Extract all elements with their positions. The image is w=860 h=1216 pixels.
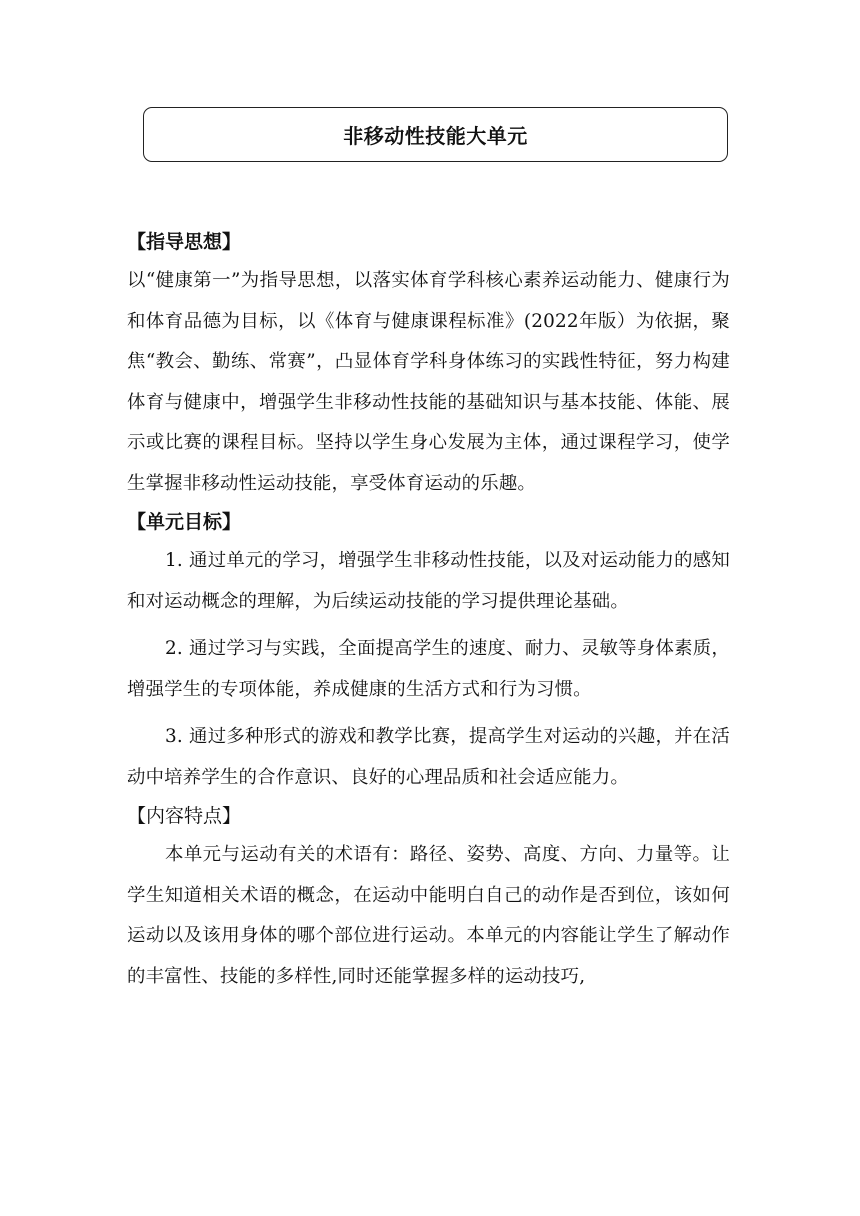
goal-item-1: 1. 通过单元的学习，增强学生非移动性技能，以及对运动能力的感知和对运动概念的理解，为后续运动技能的学习提供理论基础。 [127, 550, 730, 612]
goal-item-3: 3. 通过多种形式的游戏和教学比赛，提高学生对运动的兴趣，并在活动中培养学生的合作意识、良好的心理品质和社会适应能力。 [127, 726, 730, 788]
content-heading: 【内容特点】 [127, 805, 242, 827]
document-title: 非移动性技能大单元 [343, 124, 528, 148]
guiding-heading: 【指导思想】 [127, 231, 242, 253]
guiding-paragraph: 以“健康第一”为指导思想，以落实体育学科核心素养运动能力、健康行为和体育品德为目标，以《体育与健康课程标准》(2022年版）为依据，聚焦“教会、勤练、常赛”，凸显体育学科身体练习的实践性特征，努力构建体育与健康中，增强学生非移动性技能的基础知识与基本技能、体能、展示或比赛的课程目标。坚持以学生身心发展为主体，通过课程学习，使学生掌握非移动性运动技能，享受体育运动的乐趣。 [127, 270, 730, 494]
document-body [127, 224, 730, 997]
title-box [143, 107, 728, 162]
goals-heading: 【单元目标】 [127, 511, 242, 533]
content-paragraph: 本单元与运动有关的术语有：路径、姿势、高度、方向、力量等。让学生知道相关术语的概念，在运动中能明白自己的动作是否到位，该如何运动以及该用身体的哪个部位进行运动。本单元的内容能让学生了解动作的丰富性、技能的多样性,同时还能掌握多样的运动技巧, [127, 844, 730, 987]
goal-item-2: 2. 通过学习与实践，全面提高学生的速度、耐力、灵敏等身体素质，增强学生的专项体能，养成健康的生活方式和行为习惯。 [127, 638, 730, 700]
